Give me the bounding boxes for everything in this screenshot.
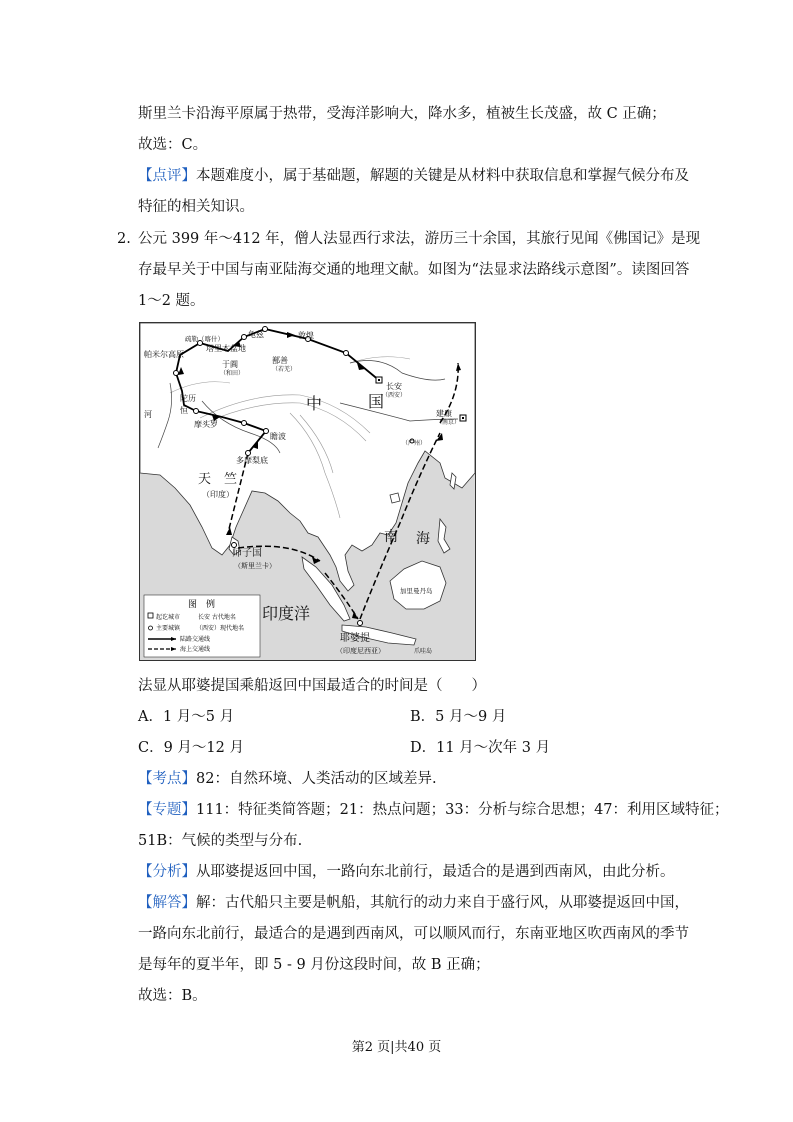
label-zhu: 竺 (224, 472, 238, 487)
label-shanshan: 鄯善 (272, 356, 288, 365)
legend-item-ancient-name: 长安 古代地名 (198, 614, 236, 621)
label-tian: 天 (198, 472, 212, 487)
label-hai: 海 (416, 531, 430, 547)
label-pamir: 帕米尔高原 (144, 350, 184, 359)
label-hetian: （和田） (220, 370, 245, 377)
label-nan: 南 (384, 529, 398, 545)
legend-item-town: 主要城镇 (156, 625, 181, 632)
review-paragraph-line-2: 特征的相关知识。 (138, 199, 254, 215)
legend-item-start-city: 起讫城市 (156, 614, 181, 621)
label-taklamakan: 塔里木盆地 (206, 344, 246, 353)
question-line-2: 存最早关于中国与南亚陆海交通的地理文献。如图为“法显求法路线示意图”。读图回答 (138, 262, 690, 278)
fenxi-line (138, 862, 675, 882)
question-line-3: 1～2 题。 (138, 293, 205, 309)
label-yinduyang: 印度洋 (262, 604, 311, 623)
label-changan: 长安 (386, 382, 402, 391)
map-legend (144, 595, 260, 657)
kaodian-tag: 【考点】 (138, 771, 196, 787)
label-yepoti: 耶婆提 (340, 633, 370, 644)
jieda-line-2: 一路向东北前行，最适合的是遇到西南风，可以顺风而行，东南亚地区吹西南风的季节 (138, 926, 689, 942)
faxian-route-map (139, 322, 476, 661)
text-line-1: 斯里兰卡沿海平原属于热带，受海洋影响大，降水多，植被生长茂盛，故 C 正确； (138, 106, 666, 122)
review-tag: 【点评】 (138, 168, 196, 184)
label-shizi: 师子国 (232, 548, 262, 559)
text-line-2: 故选：C。 (138, 137, 208, 153)
zhuanti-text-1: 111：特征类简答题；21：热点问题；33：分析与综合思想；47：利用区域特征； (196, 802, 729, 818)
label-jiankang: 建康 (436, 409, 452, 418)
option-c[interactable]: C．9 月～12 月 (138, 740, 244, 756)
label-guizi: 龟兹 (248, 330, 264, 339)
option-b[interactable]: B．5 月～9 月 (410, 709, 507, 725)
legend-title: 图 例 (188, 600, 216, 610)
fenxi-tag: 【分析】 (138, 864, 196, 880)
label-yutian: 于阗 (222, 360, 238, 369)
review-paragraph-line-1 (138, 166, 689, 186)
label-dmlt: 多摩梨底 (236, 456, 268, 465)
label-xian: （西安） (382, 392, 407, 399)
label-sri: （斯里兰卡） (234, 562, 276, 570)
legend-item-land-route: 陆路交通线 (180, 636, 211, 643)
label-zhanbo: 瞻波 (270, 432, 286, 441)
land-asia (140, 323, 475, 591)
label-indonesia: （印度尼西亚） (336, 647, 385, 655)
label-dunhuang: 敦煌 (298, 331, 314, 340)
option-a[interactable]: A．1 月～5 月 (138, 709, 235, 725)
label-java: 爪哇岛 (414, 648, 433, 655)
kaodian-text: 82：自然环境、人类活动的区域差异. (196, 771, 437, 787)
label-yindu: （印度） (202, 490, 234, 499)
jieda-line-1 (138, 893, 689, 913)
legend-item-modern-name: （西安）现代地名 (196, 625, 245, 632)
label-mtl: 摩头罗 (194, 420, 218, 429)
label-heng: 恒 (180, 406, 188, 415)
jieda-text-1: 解：古代船只主要是帆船，其航行的动力来自于盛行风，从耶婆提返回中国， (196, 895, 689, 911)
label-shule: 疏勒（喀什） (185, 335, 224, 343)
option-d[interactable]: D．11 月～次年 3 月 (410, 740, 551, 756)
label-zhong: 中 (306, 394, 323, 413)
kaodian-line (138, 769, 437, 789)
question-number: 2. (117, 231, 131, 247)
review-text: 本题难度小，属于基础题，解题的关键是从材料中获取信息和掌握气候分布及 (196, 168, 689, 184)
label-jialimantan: 加里曼丹岛 (400, 587, 433, 595)
hainan-island (390, 493, 400, 503)
jieda-tag: 【解答】 (138, 895, 196, 911)
zhuanti-tag: 【专题】 (138, 802, 196, 818)
zhuanti-line-2: 51B：气候的类型与分布. (138, 833, 303, 849)
label-ruoqiang: （若羌） (272, 366, 297, 373)
label-tuoli: 陀历 (180, 394, 196, 403)
page-footer: 第2 页|共40 页 (351, 1040, 442, 1055)
label-guangzhou: （广州） (402, 440, 427, 447)
jieda-line-3: 是每年的夏半年，即 5 - 9 月份这段时间，故 B 正确； (138, 957, 490, 973)
label-he: 河 (144, 410, 152, 419)
philippines-island (438, 519, 450, 553)
sub-question: 法显从耶婆提国乘船返回中国最适合的时间是（ ） (138, 678, 486, 694)
legend-item-sea-route: 海上交通线 (180, 646, 211, 653)
borneo-island (390, 561, 446, 609)
question-line-1: 公元 399 年～412 年，僧人法显西行求法，游历三十余国，其旅行见闻《佛国记》是现 (138, 231, 701, 247)
zhuanti-line-1 (138, 800, 729, 820)
label-nanjing: （南京） (436, 419, 461, 426)
fenxi-text: 从耶婆提返回中国，一路向东北前行，最适合的是遇到西南风，由此分析。 (196, 864, 675, 880)
jieda-line-4: 故选：B。 (138, 988, 207, 1004)
label-guo: 国 (368, 392, 385, 411)
